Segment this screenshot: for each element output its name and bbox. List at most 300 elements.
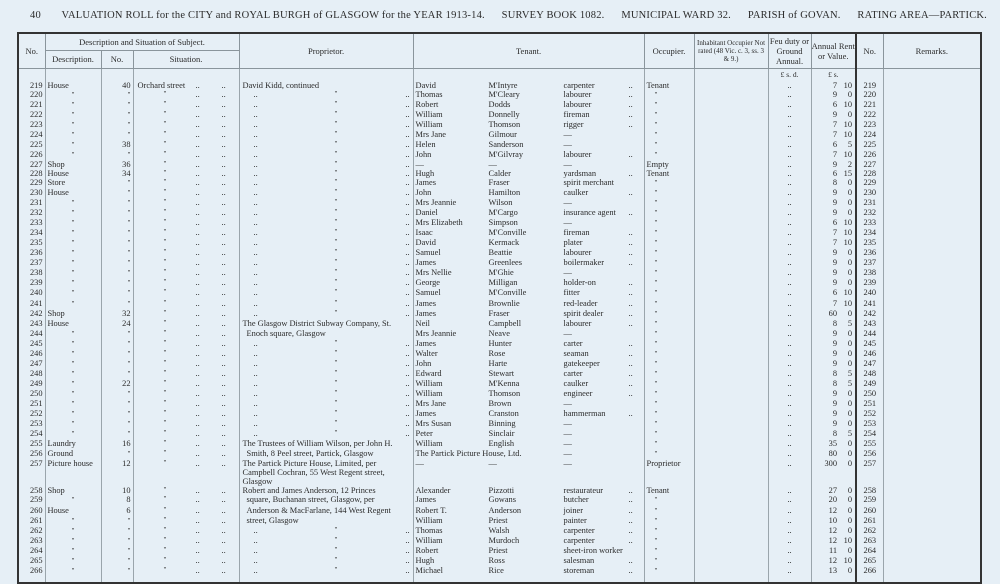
table-row [18, 566, 981, 583]
table-row [18, 329, 981, 339]
leader-dots: .. [221, 268, 226, 278]
leader-dots: .. [253, 419, 258, 429]
leader-dots: .. [195, 89, 200, 99]
tenant-surname: M'Intyre [488, 80, 518, 90]
ditto-mark: " [163, 288, 167, 297]
leader-dots: .. [405, 177, 410, 187]
tenant-occupation: engineer [563, 388, 593, 398]
entry-no: 230 [18, 188, 45, 198]
tenant-surname: Beattie [488, 248, 513, 258]
table-row [18, 419, 981, 429]
tenant-first-name: James [415, 338, 436, 348]
annual-rent [811, 299, 856, 309]
ditto-mark: " [71, 229, 75, 238]
leader-dots: .. [253, 218, 258, 228]
roll-title: VALUATION ROLL for the CITY and ROYAL BURGH of GLASGOW for the YEAR 1913-14. [61, 10, 485, 21]
col-no: No. [18, 33, 45, 68]
ditto-mark: " [71, 566, 75, 575]
rent-units: £ s. [811, 68, 856, 81]
leader-dots: .. [195, 535, 200, 545]
tenant-surname: Calder [488, 168, 511, 178]
ditto-mark: " [163, 308, 167, 317]
tenant-occupation: carpenter [563, 80, 595, 90]
entry-no-right: 243 [856, 319, 883, 329]
ditto-mark: " [163, 459, 167, 468]
ditto-mark: " [654, 369, 658, 378]
leader-dots: .. [253, 555, 258, 565]
tenant-occupation: — [563, 159, 572, 169]
remarks [883, 309, 981, 319]
ditto-mark: " [163, 228, 167, 237]
leader-dots: .. [195, 486, 200, 496]
feu-duty: .. [768, 268, 811, 278]
proprietor [239, 258, 413, 268]
ditto-mark: " [71, 289, 75, 298]
inhabitant-occupier [694, 319, 768, 329]
tenant-occupation: plater [563, 238, 583, 248]
entry-no: 263 [18, 536, 45, 546]
ditto-mark: " [654, 319, 658, 328]
feu-duty: .. [768, 178, 811, 188]
inhabitant-occupier [694, 188, 768, 198]
annual-rent [811, 208, 856, 218]
entry-no-right: 230 [856, 188, 883, 198]
leader-dots: .. [221, 258, 226, 268]
annual-rent [811, 439, 856, 449]
entry-no-right: 258 [856, 486, 883, 495]
description: House [45, 169, 101, 178]
inhabitant-occupier [694, 178, 768, 188]
situation [133, 299, 239, 309]
ditto-mark: " [71, 546, 75, 555]
tenant-surname: Fraser [488, 177, 510, 187]
rent-shillings: 0 [847, 208, 853, 218]
table-row [18, 238, 981, 248]
leader-dots: .. [628, 188, 633, 198]
tenant-first-name: Walter [415, 348, 438, 358]
proprietor [239, 268, 413, 278]
tenant-occupation: holder-on [563, 278, 596, 288]
col-description: Description. [45, 50, 101, 68]
ditto-mark: " [334, 338, 338, 347]
ditto-mark: " [654, 140, 658, 149]
leader-dots: .. [195, 378, 200, 388]
parish: PARISH of GOVAN. [747, 10, 841, 21]
leader-dots: .. [405, 338, 410, 348]
ditto-mark: " [654, 349, 658, 358]
rent-pounds: 9 [832, 278, 838, 288]
situation [133, 409, 239, 419]
tenant-first-name: Neil [415, 318, 430, 328]
ditto-mark: " [163, 525, 167, 534]
ditto-mark: " [654, 130, 658, 139]
leader-dots: .. [253, 278, 258, 288]
ditto-mark: " [654, 546, 658, 555]
entry-no-right: 260 [856, 506, 883, 516]
annual-rent [811, 178, 856, 188]
table-row [18, 349, 981, 359]
proprietor [239, 319, 413, 329]
inhabitant-occupier [694, 81, 768, 90]
leader-dots: .. [195, 109, 200, 119]
ditto-mark: " [334, 188, 338, 197]
leader-dots: .. [253, 228, 258, 238]
ditto-mark: " [334, 119, 338, 128]
leader-dots: .. [405, 545, 410, 555]
leader-dots: .. [628, 228, 633, 238]
ditto-mark: " [71, 369, 75, 378]
ditto-mark: " [334, 208, 338, 217]
tenant-occupation: fitter [563, 288, 580, 298]
annual-rent [811, 429, 856, 439]
tenant-first-name: William [415, 388, 443, 398]
ditto-mark: " [163, 268, 167, 277]
feu-duty: .. [768, 556, 811, 566]
proprietor [239, 495, 413, 505]
leader-dots: .. [221, 198, 226, 208]
rent-pounds: 7 [832, 238, 838, 248]
tenant [413, 150, 644, 160]
tenant-occupation: boilermaker [563, 258, 604, 268]
ditto-mark: " [334, 409, 338, 418]
annual-rent [811, 319, 856, 329]
ditto-mark: " [163, 278, 167, 287]
annual-rent [811, 526, 856, 536]
situation [133, 258, 239, 268]
leader-dots: .. [195, 159, 200, 169]
ditto-mark: " [127, 420, 131, 429]
ditto-mark: " [127, 536, 131, 545]
annual-rent [811, 409, 856, 419]
entry-no-right: 235 [856, 238, 883, 248]
inhabitant-occupier [694, 399, 768, 409]
tenant [413, 160, 644, 169]
tenant [413, 81, 644, 90]
municipal-ward: MUNICIPAL WARD 32. [621, 10, 731, 21]
leader-dots: .. [405, 555, 410, 565]
leader-dots: .. [628, 525, 633, 535]
ditto-mark: " [127, 269, 131, 278]
tenant [413, 389, 644, 399]
ditto-mark: " [334, 218, 338, 227]
table-row [18, 278, 981, 288]
ditto-mark: " [654, 189, 658, 198]
tenant-occupation: insurance agent [563, 208, 616, 218]
entry-no-right: 249 [856, 379, 883, 389]
tenant-surname: Sinclair [488, 429, 515, 439]
tenant [413, 449, 644, 459]
entry-no-right: 241 [856, 299, 883, 309]
ditto-mark: " [127, 359, 131, 368]
proprietor [239, 419, 413, 429]
house-number: 16 [101, 439, 133, 449]
tenant-first-name: Mrs Nellie [415, 268, 452, 278]
leader-dots: .. [195, 505, 200, 515]
tenant [413, 218, 644, 228]
ditto-mark: " [127, 566, 131, 575]
leader-dots: .. [405, 409, 410, 419]
situation [133, 556, 239, 566]
leader-dots: .. [628, 288, 633, 298]
tenant-surname: Dodds [488, 99, 511, 109]
ditto-mark: " [334, 388, 338, 397]
inhabitant-occupier [694, 198, 768, 208]
tenant-first-name: Robert [415, 545, 439, 555]
description: Shop [45, 160, 101, 169]
situation [133, 309, 239, 319]
table-row [18, 198, 981, 208]
situation [133, 130, 239, 140]
leader-dots: .. [405, 525, 410, 535]
proprietor [239, 449, 413, 459]
remarks [883, 248, 981, 258]
rent-shillings: 0 [847, 188, 853, 198]
feu-duty: .. [768, 409, 811, 419]
leader-dots: .. [221, 486, 226, 496]
description: House [45, 506, 101, 516]
leader-dots: .. [221, 228, 226, 238]
entry-no: 233 [18, 218, 45, 228]
ditto-mark: " [163, 429, 167, 438]
tenant-first-name: — [415, 459, 424, 469]
entry-no-right: 254 [856, 429, 883, 439]
remarks [883, 258, 981, 268]
tenant [413, 188, 644, 198]
tenant [413, 339, 644, 349]
leader-dots: .. [195, 308, 200, 318]
leader-dots: .. [221, 348, 226, 358]
annual-rent [811, 459, 856, 486]
tenant [413, 110, 644, 120]
leader-dots: .. [221, 358, 226, 368]
tenant-first-name: William [415, 119, 443, 129]
entry-no-right: 232 [856, 208, 883, 218]
annual-rent [811, 349, 856, 359]
tenant-occupation: — [563, 328, 572, 338]
leader-dots: .. [221, 188, 226, 198]
table-row [18, 506, 981, 516]
ditto-mark: " [163, 338, 167, 347]
rent-shillings: 0 [847, 258, 853, 268]
situation [133, 120, 239, 130]
rent-pounds: 6 [832, 288, 838, 298]
situation [133, 536, 239, 546]
tenant-occupation: joiner [563, 505, 584, 515]
proprietor [239, 81, 413, 90]
rent-shillings: 0 [847, 388, 853, 398]
leader-dots: .. [221, 525, 226, 535]
leader-dots: .. [628, 109, 633, 119]
rent-pounds: 9 [832, 208, 838, 218]
ditto-mark: " [163, 129, 167, 138]
annual-rent [811, 516, 856, 526]
inhabitant-occupier [694, 409, 768, 419]
leader-dots: .. [195, 218, 200, 228]
leader-dots: .. [253, 429, 258, 439]
remarks [883, 228, 981, 238]
table-row [18, 495, 981, 505]
tenant-occupation: labourer [563, 248, 592, 258]
ditto-mark: " [71, 130, 75, 139]
rent-shillings: 5 [847, 429, 853, 439]
tenant-surname: Gilmour [488, 129, 517, 139]
entry-no: 258 [18, 486, 45, 495]
ditto-mark: " [163, 495, 167, 504]
ditto-mark: " [334, 378, 338, 387]
annual-rent [811, 198, 856, 208]
ditto-mark: " [71, 239, 75, 248]
tenant [413, 369, 644, 379]
remarks [883, 526, 981, 536]
entry-no: 259 [18, 495, 45, 505]
occupier: Tenant [644, 169, 694, 178]
feu-duty: .. [768, 81, 811, 90]
rent-pounds: 9 [832, 348, 838, 358]
leader-dots: .. [221, 139, 226, 149]
ditto-mark: " [654, 110, 658, 119]
inhabitant-occupier [694, 566, 768, 583]
proprietor [239, 238, 413, 248]
description: House [45, 319, 101, 329]
inhabitant-occupier [694, 379, 768, 389]
tenant-occupation: hammerman [563, 409, 606, 419]
annual-rent [811, 536, 856, 546]
remarks [883, 188, 981, 198]
remarks [883, 556, 981, 566]
remarks [883, 238, 981, 248]
entry-no-right: 256 [856, 449, 883, 459]
feu-duty: .. [768, 130, 811, 140]
ditto-mark: " [71, 100, 75, 109]
leader-dots: .. [253, 99, 258, 109]
situation [133, 495, 239, 505]
ditto-mark: " [334, 358, 338, 367]
annual-rent [811, 389, 856, 399]
entry-no-right: 247 [856, 359, 883, 369]
tenant-occupation: — [563, 439, 572, 449]
leader-dots: .. [253, 378, 258, 388]
remarks [883, 169, 981, 178]
tenant-surname: — [488, 459, 497, 469]
tenant-occupation: spirit merchant [563, 177, 614, 187]
remarks [883, 288, 981, 298]
situation [133, 349, 239, 359]
situation [133, 449, 239, 459]
inhabitant-occupier [694, 258, 768, 268]
entry-no-right: 233 [856, 218, 883, 228]
leader-dots: .. [405, 159, 410, 169]
tenant-occupation: fireman [563, 228, 590, 238]
proprietor [239, 369, 413, 379]
entry-no: 262 [18, 526, 45, 536]
inhabitant-occupier [694, 516, 768, 526]
rent-pounds: 35 [828, 439, 838, 449]
col-inhabitant-occupier: Inhabitant Occupier Not rated (48 Vic. c. 3, ss. 3 & 9.) [694, 33, 768, 68]
situation [133, 198, 239, 208]
table-row [18, 339, 981, 349]
rent-shillings: 10 [843, 238, 853, 248]
leader-dots: .. [253, 149, 258, 159]
proprietor-text: The Glasgow District Subway Company, St. [242, 318, 392, 328]
tenant-occupation: labourer [563, 318, 592, 328]
entry-no: 223 [18, 120, 45, 130]
leader-dots: .. [253, 525, 258, 535]
tenant-first-name: Robert [415, 99, 439, 109]
ditto-mark: " [127, 100, 131, 109]
ditto-mark: " [71, 359, 75, 368]
leader-dots: .. [195, 139, 200, 149]
ditto-mark: " [71, 410, 75, 419]
inhabitant-occupier [694, 268, 768, 278]
proprietor [239, 536, 413, 546]
leader-dots: .. [195, 459, 200, 469]
remarks [883, 110, 981, 120]
feu-duty: .. [768, 486, 811, 495]
ditto-mark: " [71, 329, 75, 338]
rent-shillings: 0 [847, 459, 853, 469]
entry-no-right: 236 [856, 248, 883, 258]
ditto-mark: " [334, 429, 338, 438]
tenant-occupation: — [563, 268, 572, 278]
rent-pounds: 9 [832, 109, 838, 119]
occupier: Tenant [644, 486, 694, 495]
entry-no: 224 [18, 130, 45, 140]
leader-dots: .. [253, 248, 258, 258]
proprietor-text: Enoch square, Glasgow [246, 328, 326, 338]
ditto-mark: " [334, 535, 338, 544]
proprietor [239, 100, 413, 110]
proprietor [239, 90, 413, 100]
ditto-mark: " [163, 358, 167, 367]
tenant-occupation: labourer [563, 89, 592, 99]
survey-book: SURVEY BOOK 1082. [501, 10, 605, 21]
rent-pounds: 7 [832, 149, 838, 159]
ditto-mark: " [127, 329, 131, 338]
inhabitant-occupier [694, 100, 768, 110]
ditto-mark: " [71, 90, 75, 99]
tenant-first-name: Isaac [415, 228, 433, 238]
leader-dots: .. [628, 378, 633, 388]
leader-dots: .. [195, 348, 200, 358]
remarks [883, 329, 981, 339]
tenant-surname: Sanderson [488, 139, 524, 149]
proprietor [239, 178, 413, 188]
tenant-occupation: — [563, 129, 572, 139]
table-row [18, 100, 981, 110]
leader-dots: .. [628, 89, 633, 99]
tenant-occupation: sheet-iron worker [563, 545, 623, 555]
rent-pounds: 9 [832, 409, 838, 419]
entry-no: 221 [18, 100, 45, 110]
ditto-mark: " [163, 159, 167, 168]
remarks [883, 90, 981, 100]
rent-pounds: 11 [828, 545, 838, 555]
leader-dots: .. [253, 238, 258, 248]
entry-no: 220 [18, 90, 45, 100]
leader-dots: .. [221, 119, 226, 129]
situation [133, 81, 239, 90]
leader-dots: .. [221, 565, 226, 575]
ditto-mark: " [334, 248, 338, 257]
tenant-surname: Rice [488, 565, 504, 575]
tenant-first-name: Mrs Jane [415, 399, 447, 408]
leader-dots: .. [628, 318, 633, 328]
tenant-first-name: James [415, 298, 436, 308]
entry-no: 245 [18, 339, 45, 349]
entry-no: 231 [18, 198, 45, 208]
situation [133, 100, 239, 110]
ditto-mark: " [334, 348, 338, 357]
